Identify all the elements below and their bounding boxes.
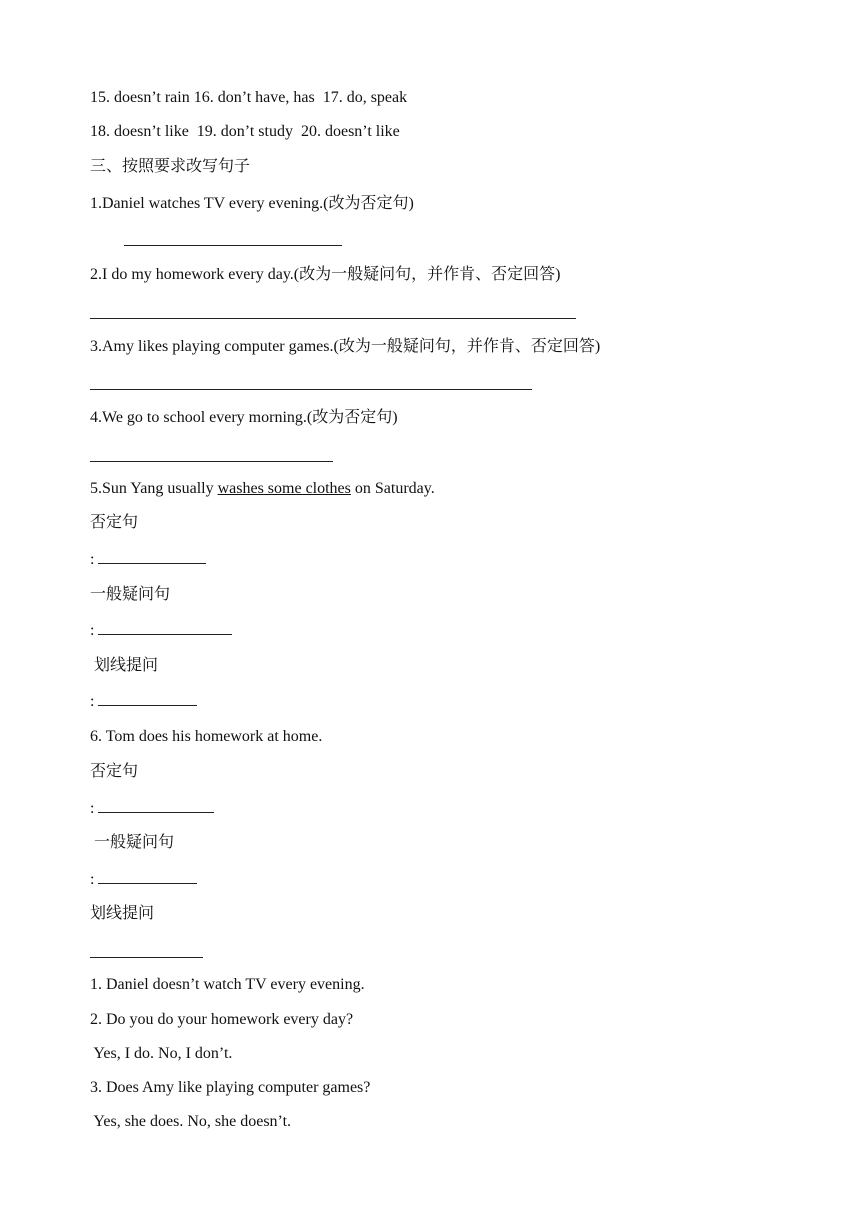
previous-answers-line-2: 18. doesn’t like 19. don’t study 20. doesn’t like xyxy=(90,123,400,140)
question-4: 4.We go to school every morning.(改为否定句) xyxy=(90,409,398,426)
answer-blank-1 xyxy=(124,245,342,246)
blank-line xyxy=(98,692,197,706)
q6-negative-label: 否定句 xyxy=(90,763,139,780)
question-1: 1.Daniel watches TV every evening.(改为否定句) xyxy=(90,195,414,212)
q6-wh-blank xyxy=(90,957,203,958)
question-5-before: 5.Sun Yang usually xyxy=(90,480,218,497)
q5-negative-answer xyxy=(90,550,206,570)
question-5 xyxy=(90,479,435,499)
colon: : xyxy=(90,871,95,888)
answer-3: 3. Does Amy like playing computer games? xyxy=(90,1079,371,1096)
answer-2-reply: Yes, I do. No, I don’t. xyxy=(90,1045,233,1062)
blank-line xyxy=(98,621,232,635)
q5-question-label: 一般疑问句 xyxy=(90,586,171,603)
question-2: 2.I do my homework every day.(改为一般疑问句，并作肯、否定回答) xyxy=(90,266,561,283)
answer-blank-2 xyxy=(90,318,576,319)
answer-blank-4 xyxy=(90,461,333,462)
q6-negative-answer xyxy=(90,799,214,819)
section-heading: 三、按照要求改写句子 xyxy=(90,158,251,175)
q5-wh-label: 划线提问 xyxy=(90,657,159,674)
answer-3-reply: Yes, she does. No, she doesn’t. xyxy=(90,1113,292,1130)
answer-1: 1. Daniel doesn’t watch TV every evening. xyxy=(90,976,365,993)
colon: : xyxy=(90,693,95,710)
q5-wh-answer xyxy=(90,692,197,712)
answer-2: 2. Do you do your homework every day? xyxy=(90,1011,354,1028)
colon: : xyxy=(90,800,95,817)
q6-question-label: 一般疑问句 xyxy=(90,834,175,851)
answer-blank-3 xyxy=(90,389,532,390)
q6-wh-label: 划线提问 xyxy=(90,905,155,922)
blank-line xyxy=(98,799,214,813)
question-5-underlined: washes some clothes xyxy=(217,480,351,497)
q6-question-answer xyxy=(90,870,197,890)
colon: : xyxy=(90,551,95,568)
question-3: 3.Amy likes playing computer games.(改为一般疑问句，并作肯、否定回答) xyxy=(90,338,601,355)
previous-answers-line-1: 15. doesn’t rain 16. don’t have, has 17. do, speak xyxy=(90,89,408,106)
question-6: 6. Tom does his homework at home. xyxy=(90,728,323,745)
colon: : xyxy=(90,622,95,639)
question-5-after: on Saturday. xyxy=(350,480,435,497)
q5-negative-label: 否定句 xyxy=(90,514,139,531)
blank-line xyxy=(98,550,206,564)
blank-line xyxy=(98,870,197,884)
q5-question-answer xyxy=(90,621,232,641)
